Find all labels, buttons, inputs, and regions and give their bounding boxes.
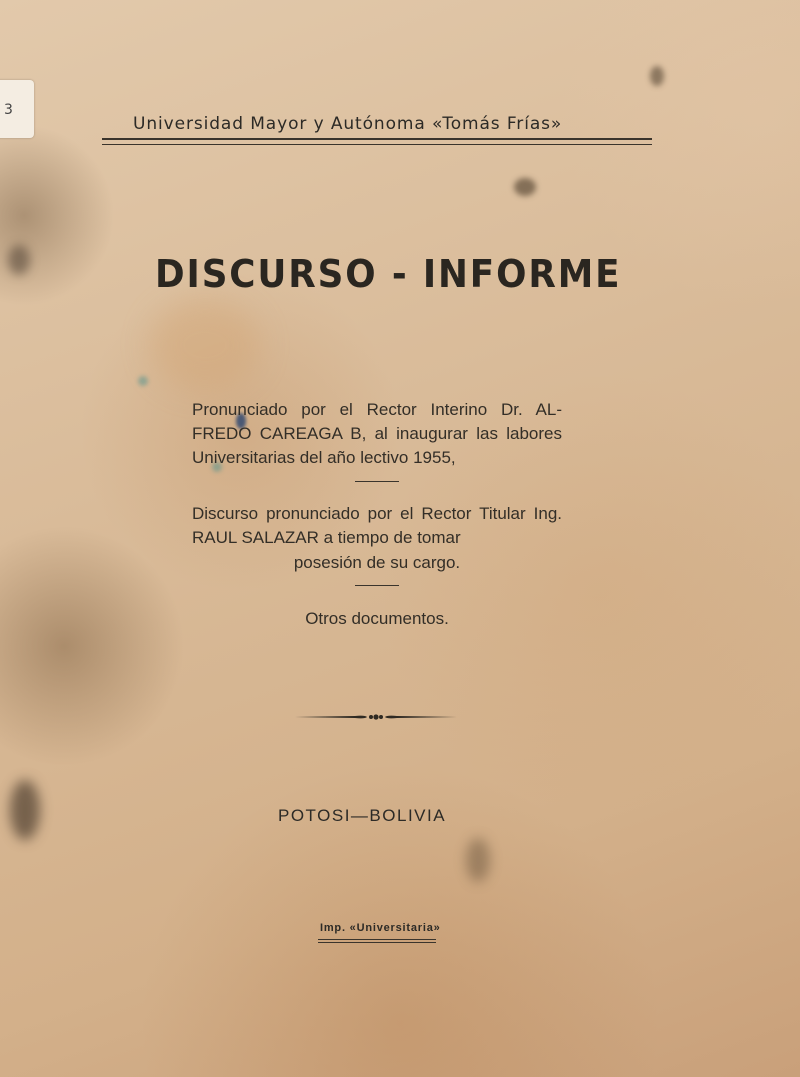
contents-item-2-end: posesión de su cargo.: [293, 553, 461, 572]
separator-rule: [355, 481, 399, 482]
document-title: DISCURSO - INFORME: [155, 252, 622, 296]
contents-item-2: Discurso pronunciado por el Rector Titular Ing. RAUL SALAZAR a tiempo de tomar: [192, 504, 562, 547]
library-label-tab: 3: [0, 80, 34, 138]
contents-item-3: Otros documentos.: [305, 609, 449, 628]
age-stain: [150, 300, 260, 390]
age-stain: [10, 780, 40, 840]
separator-rule: [355, 585, 399, 586]
printer-imprint: Imp. «Universitaria»: [320, 922, 441, 934]
age-stain: [466, 838, 490, 882]
ink-spot: [138, 376, 148, 386]
publication-place: POTOSI—BOLIVIA: [278, 806, 447, 825]
header-double-rule: [102, 138, 652, 145]
printer-underline: [318, 939, 436, 943]
age-stain: [514, 178, 536, 196]
age-stain: [650, 66, 664, 86]
ornamental-divider: [295, 710, 457, 724]
age-stain: [8, 245, 30, 275]
contents-item-1: Pronunciado por el Rector Interino Dr. AL- FREDO CAREAGA B, al inaugurar las labores Universitarias del año lectivo 1955,: [192, 400, 562, 467]
university-name: Universidad Mayor y Autónoma «Tomás Frías»: [133, 114, 563, 134]
